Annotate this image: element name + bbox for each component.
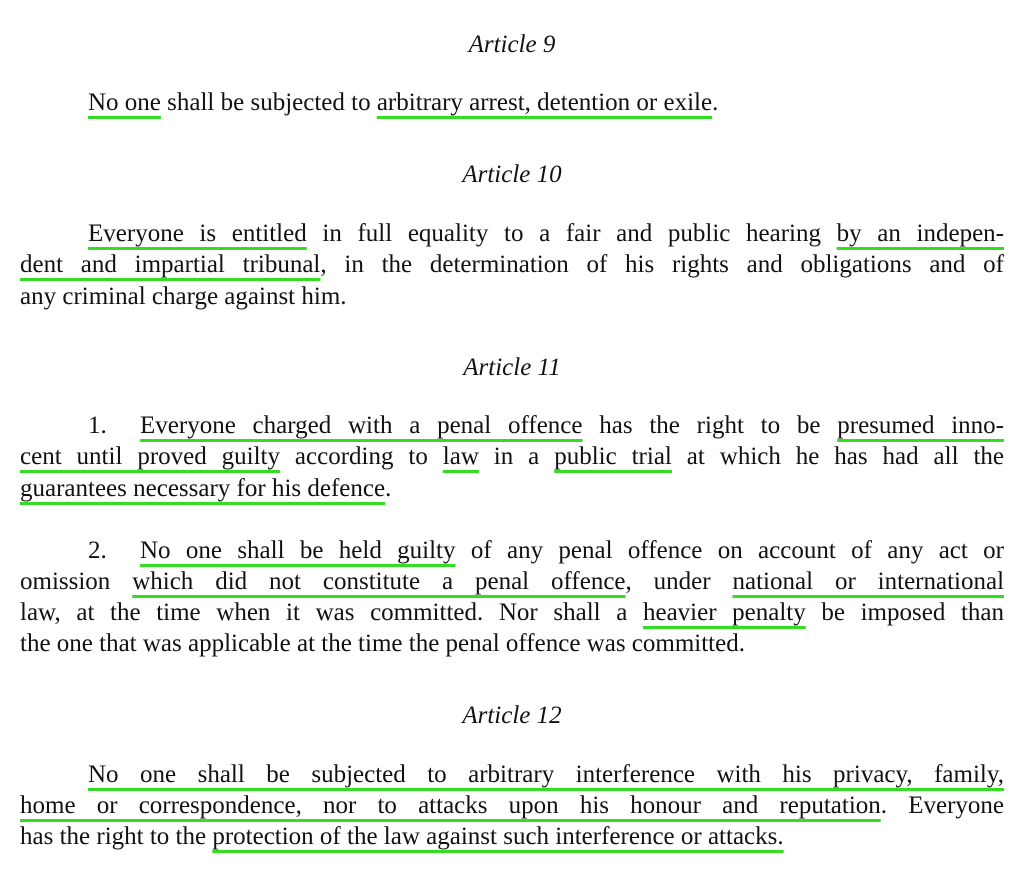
text-line bbox=[20, 441, 1004, 473]
text-line bbox=[20, 628, 1004, 660]
highlighted-phrase: No one shall be subjected to arbitrary interference with his privacy, family, bbox=[88, 761, 1004, 788]
text-segment: . bbox=[385, 475, 392, 502]
text-line bbox=[20, 597, 1004, 629]
text-line bbox=[20, 473, 1004, 505]
highlighted-phrase: No one bbox=[88, 89, 161, 116]
article-heading: Article 9 bbox=[468, 31, 556, 58]
text-segment: of any penal offence on account of any act or bbox=[455, 537, 1005, 564]
highlighted-phrase: dent and impartial tribunal bbox=[20, 251, 321, 278]
text-line bbox=[20, 87, 1004, 119]
text-segment: in full equality to a fair and public hearing bbox=[306, 220, 837, 247]
highlighted-phrase: public trial bbox=[554, 443, 672, 470]
text-segment: according to bbox=[280, 443, 443, 470]
paragraph-number: 1. bbox=[88, 412, 107, 439]
text-segment: , under bbox=[625, 568, 733, 595]
text-segment: omission bbox=[20, 568, 133, 595]
highlighted-phrase: national or international bbox=[732, 568, 1005, 595]
highlighted-phrase: Everyone is entitled bbox=[88, 220, 307, 247]
text-segment: law, at the time when it was committed. Nor shall a bbox=[20, 599, 643, 626]
highlighted-phrase: presumed inno- bbox=[837, 412, 1004, 439]
text-segment: . bbox=[712, 89, 719, 116]
text-line bbox=[20, 218, 1004, 250]
text-line bbox=[20, 410, 1004, 442]
text-segment: at which he has had all the bbox=[671, 443, 1005, 470]
article-heading: Article 12 bbox=[462, 702, 562, 729]
text-segment: shall be subjected to bbox=[160, 89, 377, 116]
text-line bbox=[20, 566, 1004, 598]
text-segment: , in the determination of his rights and obligations and of bbox=[320, 251, 1004, 278]
highlighted-phrase: law bbox=[442, 443, 479, 470]
highlighted-phrase: guarantees necessary for his defence bbox=[20, 475, 386, 502]
highlighted-phrase: which did not constitute a penal offence bbox=[132, 568, 626, 595]
text-segment: . Everyone bbox=[880, 792, 1005, 819]
highlighted-phrase: No one shall be held guilty bbox=[140, 537, 456, 564]
text-segment: has the right to be bbox=[582, 412, 838, 439]
paragraph-number: 2. bbox=[88, 537, 107, 564]
text-line bbox=[20, 535, 1004, 567]
highlighted-phrase: by an indepen- bbox=[836, 220, 1004, 247]
text-segment: any criminal charge against him. bbox=[20, 283, 347, 310]
text-line bbox=[20, 790, 1004, 822]
text-segment: the one that was applicable at the time the penal offence was committed. bbox=[20, 630, 745, 657]
highlighted-phrase: heavier penalty bbox=[642, 599, 806, 626]
highlighted-phrase: Everyone charged with a penal offence bbox=[140, 412, 583, 439]
text-line bbox=[20, 759, 1004, 791]
highlighted-phrase: protection of the law against such interference or attacks. bbox=[212, 823, 784, 850]
article-heading: Article 10 bbox=[462, 161, 562, 188]
text-segment: has the right to the bbox=[20, 823, 213, 850]
text-segment: be imposed than bbox=[805, 599, 1004, 626]
article-heading: Article 11 bbox=[463, 354, 561, 381]
text-line bbox=[20, 821, 1004, 853]
text-line bbox=[20, 249, 1004, 281]
highlighted-phrase: home or correspondence, nor to attacks upon his honour and reputation bbox=[20, 792, 881, 819]
highlighted-phrase: arbitrary arrest, detention or exile bbox=[376, 89, 713, 116]
text-segment: in a bbox=[478, 443, 555, 470]
text-line bbox=[20, 281, 1004, 313]
highlighted-phrase: cent until proved guilty bbox=[20, 443, 280, 470]
